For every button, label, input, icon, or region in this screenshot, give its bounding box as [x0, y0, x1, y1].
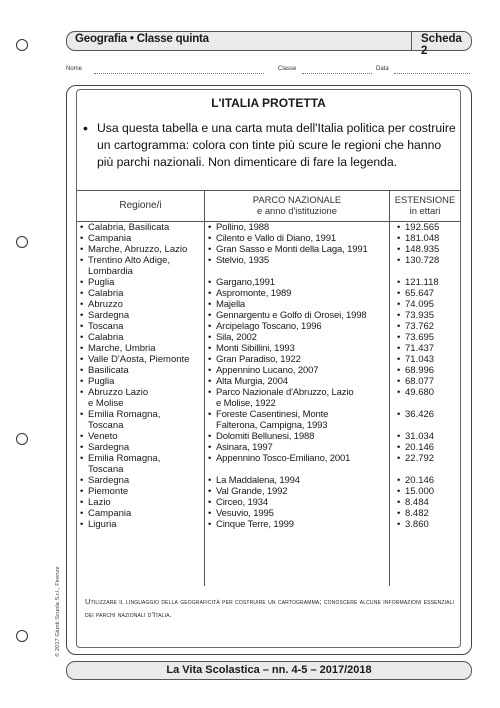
cell-parco-text: Aspromonte, 1989 — [216, 288, 292, 299]
cell-estensione — [397, 519, 457, 530]
cell-regione — [80, 442, 200, 453]
cell-regione — [80, 409, 200, 431]
header-estensione-line2: in ettari — [409, 205, 441, 216]
bullet-icon: • — [80, 442, 84, 453]
cell-regione — [80, 332, 200, 343]
table-row — [77, 508, 460, 519]
cell-estensione-text: 65.647 — [405, 288, 435, 299]
bullet-icon: • — [397, 310, 401, 321]
cell-parco-text: Arcipelago Toscano, 1996 — [216, 321, 322, 332]
cell-regione-text: Emilia Romagna, — [88, 409, 161, 420]
cell-regione-text: Puglia — [88, 277, 115, 288]
bullet-icon: • — [208, 519, 212, 530]
bullet-icon: • — [397, 222, 401, 233]
bullet-icon: • — [80, 486, 84, 497]
table-row — [77, 475, 460, 486]
instructions — [83, 120, 459, 171]
cell-regione-text: Toscana — [88, 321, 124, 332]
cell-estensione — [397, 508, 457, 519]
cell-parco-text: Appennino Tosco-Emiliano, 2001 — [216, 453, 351, 464]
cell-parco-text: Parco Nazionale d'Abruzzo, Lazio — [216, 387, 354, 398]
table-row — [77, 244, 460, 255]
cell-regione — [80, 431, 200, 442]
cell-parco — [208, 321, 383, 332]
cell-estensione — [397, 222, 457, 233]
table-row — [77, 310, 460, 321]
bullet-icon: • — [80, 409, 84, 420]
cell-parco-text: Gennargentu e Golfo di Orosei, 1998 — [216, 310, 367, 321]
cell-parco — [208, 475, 383, 486]
cell-regione-text: Piemonte — [88, 486, 129, 497]
cell-regione-text: Valle D'Aosta, Piemonte — [88, 354, 190, 365]
cell-estensione — [397, 299, 457, 310]
cell-estensione — [397, 475, 457, 486]
cell-regione — [80, 244, 200, 255]
cell-estensione-text: 192.565 — [405, 222, 440, 233]
table-row — [77, 288, 460, 299]
cell-regione-text: Liguria — [88, 519, 117, 530]
cell-estensione — [397, 233, 457, 244]
cell-parco — [208, 222, 383, 233]
cell-estensione-text: 74.095 — [405, 299, 435, 310]
cell-regione — [80, 299, 200, 310]
cell-estensione — [397, 497, 457, 508]
cell-regione — [80, 387, 200, 409]
bullet-icon: • — [208, 310, 212, 321]
cell-parco — [208, 508, 383, 519]
cell-parco — [208, 255, 383, 266]
bullet-icon: • — [208, 497, 212, 508]
bullet-icon: • — [208, 409, 212, 420]
bullet-icon: • — [397, 486, 401, 497]
bullet-icon: • — [208, 321, 212, 332]
cell-parco-text: Alta Murgia, 2004 — [216, 376, 288, 387]
cell-estensione — [397, 354, 457, 365]
bullet-icon: • — [80, 354, 84, 365]
cell-parco — [208, 332, 383, 343]
date-label: Data — [376, 66, 389, 72]
parks-table — [77, 190, 460, 586]
cell-estensione — [397, 277, 457, 288]
cell-estensione-text: 49.680 — [405, 387, 435, 398]
cell-regione — [80, 354, 200, 365]
bullet-icon: • — [80, 343, 84, 354]
footer-bar: La Vita Scolastica – nn. 4-5 – 2017/2018 — [66, 661, 472, 680]
bullet-icon: • — [208, 277, 212, 288]
cell-estensione — [397, 442, 457, 453]
copyright: © 2017 Giunti Scuola S.r.l., Firenze — [55, 566, 61, 657]
cell-parco — [208, 497, 383, 508]
cell-parco-text: Circeo, 1934 — [216, 497, 269, 508]
cell-estensione — [397, 453, 457, 464]
cell-parco-text: Gran Sasso e Monti della Laga, 1991 — [216, 244, 368, 255]
cell-parco-text: Val Grande, 1992 — [216, 486, 288, 497]
cell-regione — [80, 453, 200, 475]
bullet-icon: • — [397, 387, 401, 398]
header-divider — [411, 32, 412, 50]
cell-regione-text: Sardegna — [88, 310, 130, 321]
cell-regione-text: Abruzzo — [88, 299, 123, 310]
cell-parco — [208, 244, 383, 255]
bullet-icon: • — [397, 233, 401, 244]
bullet-icon: • — [80, 244, 84, 255]
header-estensione-line1: ESTENSIONE — [394, 194, 456, 205]
cell-regione — [80, 365, 200, 376]
cell-parco-text: Dolomiti Bellunesi, 1988 — [216, 431, 315, 442]
binder-hole — [16, 236, 28, 248]
bullet-icon: • — [208, 354, 212, 365]
class-field[interactable] — [302, 73, 372, 74]
cell-regione-text: Basilicata — [88, 365, 129, 376]
cell-estensione — [397, 244, 457, 255]
bullet-icon: • — [397, 343, 401, 354]
student-fields — [66, 66, 470, 76]
cell-regione — [80, 310, 200, 321]
cell-regione — [80, 277, 200, 288]
cell-regione — [80, 497, 200, 508]
cell-estensione-text: 20.146 — [405, 475, 435, 486]
cell-estensione-text: 148.935 — [405, 244, 440, 255]
bullet-icon: • — [80, 277, 84, 288]
cell-estensione-text: 73.695 — [405, 332, 435, 343]
table-row — [77, 343, 460, 354]
header-regione: Regione/i — [119, 200, 162, 211]
cell-parco-text: Stelvio, 1935 — [216, 255, 269, 266]
cell-parco — [208, 376, 383, 387]
cell-estensione-text: 181.048 — [405, 233, 440, 244]
cell-regione-text: Lombardia — [88, 266, 133, 277]
cell-estensione-text: 8.482 — [405, 508, 429, 519]
cell-parco — [208, 431, 383, 442]
cell-parco-text: Gran Paradiso, 1922 — [216, 354, 301, 365]
bullet-icon: • — [80, 497, 84, 508]
cell-regione-text: Marche, Umbria — [88, 343, 156, 354]
cell-regione-text: Veneto — [88, 431, 118, 442]
bullet-icon: • — [397, 332, 401, 343]
table-row — [77, 233, 460, 244]
cell-parco — [208, 288, 383, 299]
bullet-icon: • — [208, 486, 212, 497]
cell-estensione — [397, 310, 457, 321]
cell-parco — [208, 343, 383, 354]
cell-parco — [208, 233, 383, 244]
cell-estensione-text: 71.043 — [405, 354, 435, 365]
bullet-icon: • — [208, 387, 212, 398]
bullet-icon: • — [397, 519, 401, 530]
bullet-icon: • — [397, 244, 401, 255]
cell-parco-text: Monti Sibillini, 1993 — [216, 343, 295, 354]
cell-parco-text: Appennino Lucano, 2007 — [216, 365, 319, 376]
table-row — [77, 354, 460, 365]
worksheet-card — [66, 85, 472, 655]
cell-parco-text: Sila, 2002 — [216, 332, 257, 343]
cell-estensione-text: 8.484 — [405, 497, 429, 508]
bullet-icon: • — [83, 120, 88, 136]
table-row — [77, 222, 460, 233]
cell-parco-text: Cilento e Vallo di Diano, 1991 — [216, 233, 336, 244]
cell-parco-text: La Maddalena, 1994 — [216, 475, 300, 486]
cell-estensione-text: 68.077 — [405, 376, 435, 387]
bullet-icon: • — [80, 519, 84, 530]
cell-regione-text: Calabria — [88, 332, 124, 343]
bullet-icon: • — [397, 431, 401, 442]
cell-regione — [80, 222, 200, 233]
cell-parco — [208, 354, 383, 365]
bullet-icon: • — [80, 508, 84, 519]
cell-regione — [80, 233, 200, 244]
bullet-icon: • — [397, 453, 401, 464]
cell-parco-text: Falterona, Campigna, 1993 — [216, 420, 328, 431]
cell-regione-text: Trentino Alto Adige, — [88, 255, 171, 266]
cell-parco — [208, 387, 383, 409]
bullet-icon: • — [208, 299, 212, 310]
cell-estensione — [397, 387, 457, 398]
cell-regione — [80, 343, 200, 354]
bullet-icon: • — [80, 332, 84, 343]
table-row — [77, 255, 460, 277]
cell-estensione — [397, 409, 457, 420]
bullet-icon: • — [397, 475, 401, 486]
cell-regione-text: Campania — [88, 508, 132, 519]
bullet-icon: • — [208, 453, 212, 464]
cell-parco-text: Majella — [216, 299, 246, 310]
cell-estensione-text: 121.118 — [405, 277, 439, 288]
cell-parco — [208, 442, 383, 453]
cell-regione-text: Lazio — [88, 497, 111, 508]
bullet-icon: • — [80, 255, 84, 266]
cell-estensione — [397, 431, 457, 442]
bullet-icon: • — [397, 354, 401, 365]
name-field[interactable] — [94, 73, 264, 74]
cell-parco-text: Asinara, 1997 — [216, 442, 273, 453]
cell-parco — [208, 277, 383, 288]
cell-estensione-text: 22.792 — [405, 453, 435, 464]
bullet-icon: • — [397, 255, 401, 266]
bullet-icon: • — [80, 475, 84, 486]
bullet-icon: • — [397, 409, 401, 420]
class-label: Classe — [278, 66, 297, 72]
bullet-icon: • — [208, 431, 212, 442]
bullet-icon: • — [397, 376, 401, 387]
bullet-icon: • — [80, 321, 84, 332]
cell-parco-text: Gargano,1991 — [216, 277, 275, 288]
subject-title: Geografia • Classe quinta — [75, 33, 209, 45]
table-row — [77, 409, 460, 431]
cell-parco — [208, 365, 383, 376]
bullet-icon: • — [208, 343, 212, 354]
bullet-icon: • — [80, 387, 84, 398]
header-estensione — [390, 191, 460, 221]
cell-regione-text: Calabria, Basilicata — [88, 222, 170, 233]
cell-regione-text: Sardegna — [88, 475, 130, 486]
cell-estensione — [397, 332, 457, 343]
table-row — [77, 453, 460, 475]
binder-hole — [16, 39, 28, 51]
cell-estensione-text: 20.146 — [405, 442, 435, 453]
bullet-icon: • — [80, 233, 84, 244]
bullet-icon: • — [80, 222, 84, 233]
cell-regione-text: Emilia Romagna, — [88, 453, 161, 464]
table-row — [77, 332, 460, 343]
table-row — [77, 442, 460, 453]
bullet-icon: • — [397, 288, 401, 299]
table-row — [77, 299, 460, 310]
header-bar — [66, 31, 472, 57]
cell-estensione-text: 36.426 — [405, 409, 435, 420]
table-row — [77, 431, 460, 442]
bullet-icon: • — [397, 508, 401, 519]
cell-parco-text: Foreste Casentinesi, Monte — [216, 409, 329, 420]
cell-regione — [80, 508, 200, 519]
cell-parco — [208, 310, 383, 321]
bullet-icon: • — [80, 288, 84, 299]
cell-regione-text: Sardegna — [88, 442, 130, 453]
bullet-icon: • — [80, 376, 84, 387]
cell-regione-text: Calabria — [88, 288, 124, 299]
worksheet-number: Scheda 2 — [421, 33, 462, 57]
bullet-icon: • — [208, 508, 212, 519]
cell-regione-text: Puglia — [88, 376, 115, 387]
cell-regione-text: Toscana — [88, 420, 124, 431]
cell-estensione — [397, 365, 457, 376]
cell-estensione-text: 73.935 — [405, 310, 435, 321]
table-row — [77, 321, 460, 332]
cell-estensione-text: 3.860 — [405, 519, 429, 530]
bullet-icon: • — [208, 475, 212, 486]
table-row — [77, 519, 460, 530]
cell-regione-text: Campania — [88, 233, 132, 244]
cell-regione-text: Toscana — [88, 464, 124, 475]
header-parco-line2: e anno d'istituzione — [257, 205, 337, 216]
cell-estensione — [397, 255, 457, 266]
objective-note: Utilizzare il linguaggio della geograficità per costruire un cartogramma; conoscere alcune informazioni essenziali dei parchi nazionali d'Italia. — [85, 597, 455, 619]
bullet-icon: • — [397, 277, 401, 288]
bullet-icon: • — [208, 332, 212, 343]
cell-estensione — [397, 486, 457, 497]
bullet-icon: • — [208, 244, 212, 255]
cell-estensione-text: 15.000 — [405, 486, 435, 497]
cell-parco-text: e Molise, 1922 — [216, 398, 276, 409]
bullet-icon: • — [397, 365, 401, 376]
table-row — [77, 486, 460, 497]
date-field[interactable] — [394, 73, 470, 74]
cell-parco-text: Pollino, 1988 — [216, 222, 269, 233]
bullet-icon: • — [208, 442, 212, 453]
cell-estensione — [397, 321, 457, 332]
worksheet-frame — [76, 89, 461, 648]
table-row — [77, 376, 460, 387]
cell-regione — [80, 288, 200, 299]
cell-regione — [80, 321, 200, 332]
name-label: Nome — [66, 66, 83, 72]
cell-estensione-text: 31.034 — [405, 431, 435, 442]
header-parco — [205, 191, 389, 221]
bullet-icon: • — [208, 288, 212, 299]
binder-hole — [16, 433, 28, 445]
bullet-icon: • — [397, 321, 401, 332]
table-header — [77, 190, 460, 222]
cell-regione-text: Marche, Abruzzo, Lazio — [88, 244, 188, 255]
cell-regione — [80, 519, 200, 530]
instructions-text: Usa questa tabella e una carta muta dell'Italia politica per costruire un cartogramma: colora con tinte più scure le regioni che hanno più parchi nazionali. Non dimenticare di fare la legenda. — [97, 121, 456, 169]
page-title: L'ITALIA PROTETTA — [211, 96, 326, 110]
header-parco-line1: PARCO NAZIONALE — [252, 194, 342, 205]
bullet-icon: • — [397, 497, 401, 508]
cell-parco-text: Vesuvio, 1995 — [216, 508, 274, 519]
cell-estensione-text: 68.996 — [405, 365, 435, 376]
cell-parco-text: Cinque Terre, 1999 — [216, 519, 294, 530]
bullet-icon: • — [208, 365, 212, 376]
table-row — [77, 365, 460, 376]
cell-regione — [80, 255, 200, 277]
cell-regione — [80, 475, 200, 486]
bullet-icon: • — [208, 222, 212, 233]
cell-regione — [80, 486, 200, 497]
bullet-icon: • — [80, 431, 84, 442]
cell-parco — [208, 486, 383, 497]
cell-estensione — [397, 376, 457, 387]
cell-estensione — [397, 288, 457, 299]
bullet-icon: • — [80, 365, 84, 376]
cell-estensione-text: 71.437 — [405, 343, 435, 354]
table-row — [77, 387, 460, 409]
cell-parco — [208, 409, 383, 431]
bullet-icon: • — [208, 255, 212, 266]
cell-regione — [80, 376, 200, 387]
table-row — [77, 497, 460, 508]
bullet-icon: • — [397, 442, 401, 453]
cell-regione-text: e Molise — [88, 398, 124, 409]
bullet-icon: • — [80, 310, 84, 321]
bullet-icon: • — [208, 376, 212, 387]
bullet-icon: • — [397, 299, 401, 310]
cell-estensione — [397, 343, 457, 354]
binder-hole — [16, 630, 28, 642]
cell-parco — [208, 519, 383, 530]
bullet-icon: • — [208, 233, 212, 244]
cell-estensione-text: 73.762 — [405, 321, 435, 332]
cell-regione-text: Abruzzo Lazio — [88, 387, 149, 398]
bullet-icon: • — [80, 299, 84, 310]
bullet-icon: • — [80, 453, 84, 464]
cell-parco — [208, 299, 383, 310]
table-row — [77, 277, 460, 288]
cell-parco — [208, 453, 383, 464]
cell-estensione-text: 130.728 — [405, 255, 440, 266]
